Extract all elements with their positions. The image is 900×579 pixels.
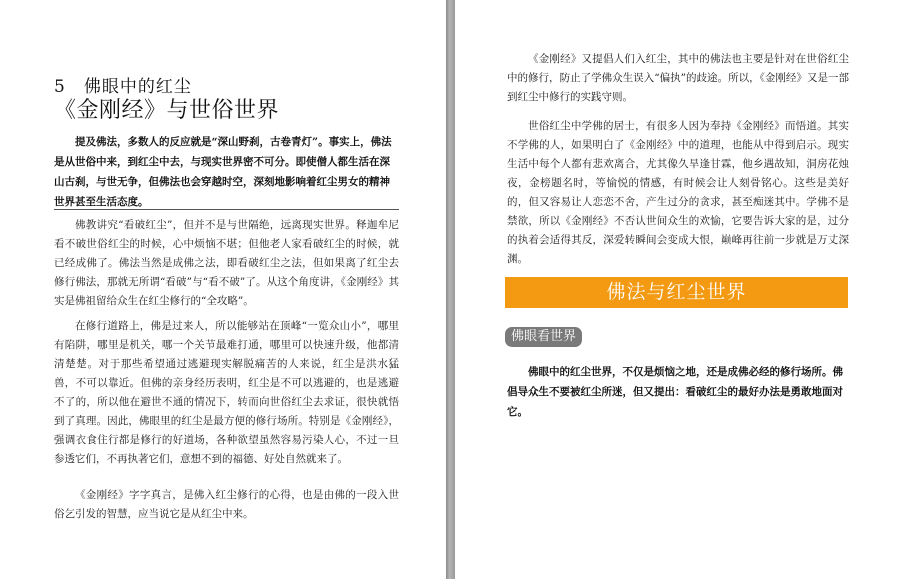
right-page xyxy=(455,0,900,579)
page-gutter xyxy=(446,0,455,579)
lead-paragraph: 提及佛法，多数人的反应就是“深山野刹，古卷青灯”。事实上，佛法是从世俗中来，到红尘中去，与现实世界密不可分。即使僧人都生活在深山古刹，与世无争，但佛法也会穿越时空，深刻地影响着红尘男女的精神世界甚至生活态度。 xyxy=(54,136,392,208)
body-paragraph: 佛教讲究“看破红尘”，但并不是与世隔绝，远离现实世界。释迦牟尼看不破世俗红尘的时候，心中烦恼不堪；但他老人家看破红尘的时候，就已经成佛了。佛法当然是成佛之法，即看破红尘之法，但如果离了红尘去修行佛法，那就无所谓“看破”与“看不破”了。从这个角度讲，《金刚经》其实是佛祖留给众生在红尘修行的“全攻略”。 xyxy=(54,219,399,307)
section-title: 《金刚经》与世俗世界 xyxy=(54,98,280,123)
subsection-tag: 佛眼看世界 xyxy=(505,327,582,347)
body-paragraph: 在修行道路上，佛是过来人，所以能够站在顶峰“一览众山小”，哪里有陷阱，哪里是机关，哪一个关节最难打通，哪里可以快速升级，他都清清楚楚。对于那些希望通过逃避现实解脱痛苦的人来说，红尘是洪水猛兽，不可以靠近。但佛的亲身经历表明，红尘是不可以逃避的，也是逃避不了的，所以他在避世不通的情况下，转而向世俗红尘去求证，很快就悟到了真理。因此，佛眼里的红尘是最方便的修行场所。特别是《金刚经》，强调衣食住行都是修行的好道场，各种欲望虽然容易污染人心，不过一旦参透它们，不再执著它们，意想不到的福德、好处自然就来了。 xyxy=(54,320,399,465)
body-paragraph: 《金刚经》字字真言，是佛入红尘修行的心得，也是由佛的一段入世俗乞引发的智慧，应当说它是从红尘中来。 xyxy=(54,489,399,520)
body-paragraph: 《金刚经》又提倡人们入红尘，其中的佛法也主要是针对在世俗红尘中的修行，防止了学佛众生误入“偏执”的歧途。所以，《金刚经》又是一部到红尘中修行的实践守则。 xyxy=(507,53,849,103)
chapter-heading: 5 佛眼中的红尘 xyxy=(54,77,192,97)
left-page xyxy=(0,0,446,579)
lead-paragraph: 佛眼中的红尘世界，不仅是烦恼之地，还是成佛必经的修行场所。佛倡导众生不要被红尘所迷，但又提出：看破红尘的最好办法是勇敢地面对它。 xyxy=(507,366,843,418)
body-paragraph: 世俗红尘中学佛的居士，有很多人因为奉持《金刚经》而悟道。其实不学佛的人，如果明白了《金刚经》中的道理，也能从中得到启示。现实生活中每个人都有悲欢离合，尤其像久旱逢甘霖，他乡遇故知，洞房花烛夜，金榜题名时，等愉悦的情感，有时候会让人刻骨铭心。这些是美好的，但又容易让人恋恋不舍，产生过分的贪求，甚至痴迷其中。学佛不是禁欲，所以《金刚经》不否认世间众生的欢愉，它要告诉大家的是，过分的执着会适得其反，深爱转瞬间会变成大恨，巅峰再往前一步就是万丈深渊。 xyxy=(507,120,849,265)
divider-rule xyxy=(54,209,399,210)
section-banner: 佛法与红尘世界 xyxy=(505,277,848,308)
